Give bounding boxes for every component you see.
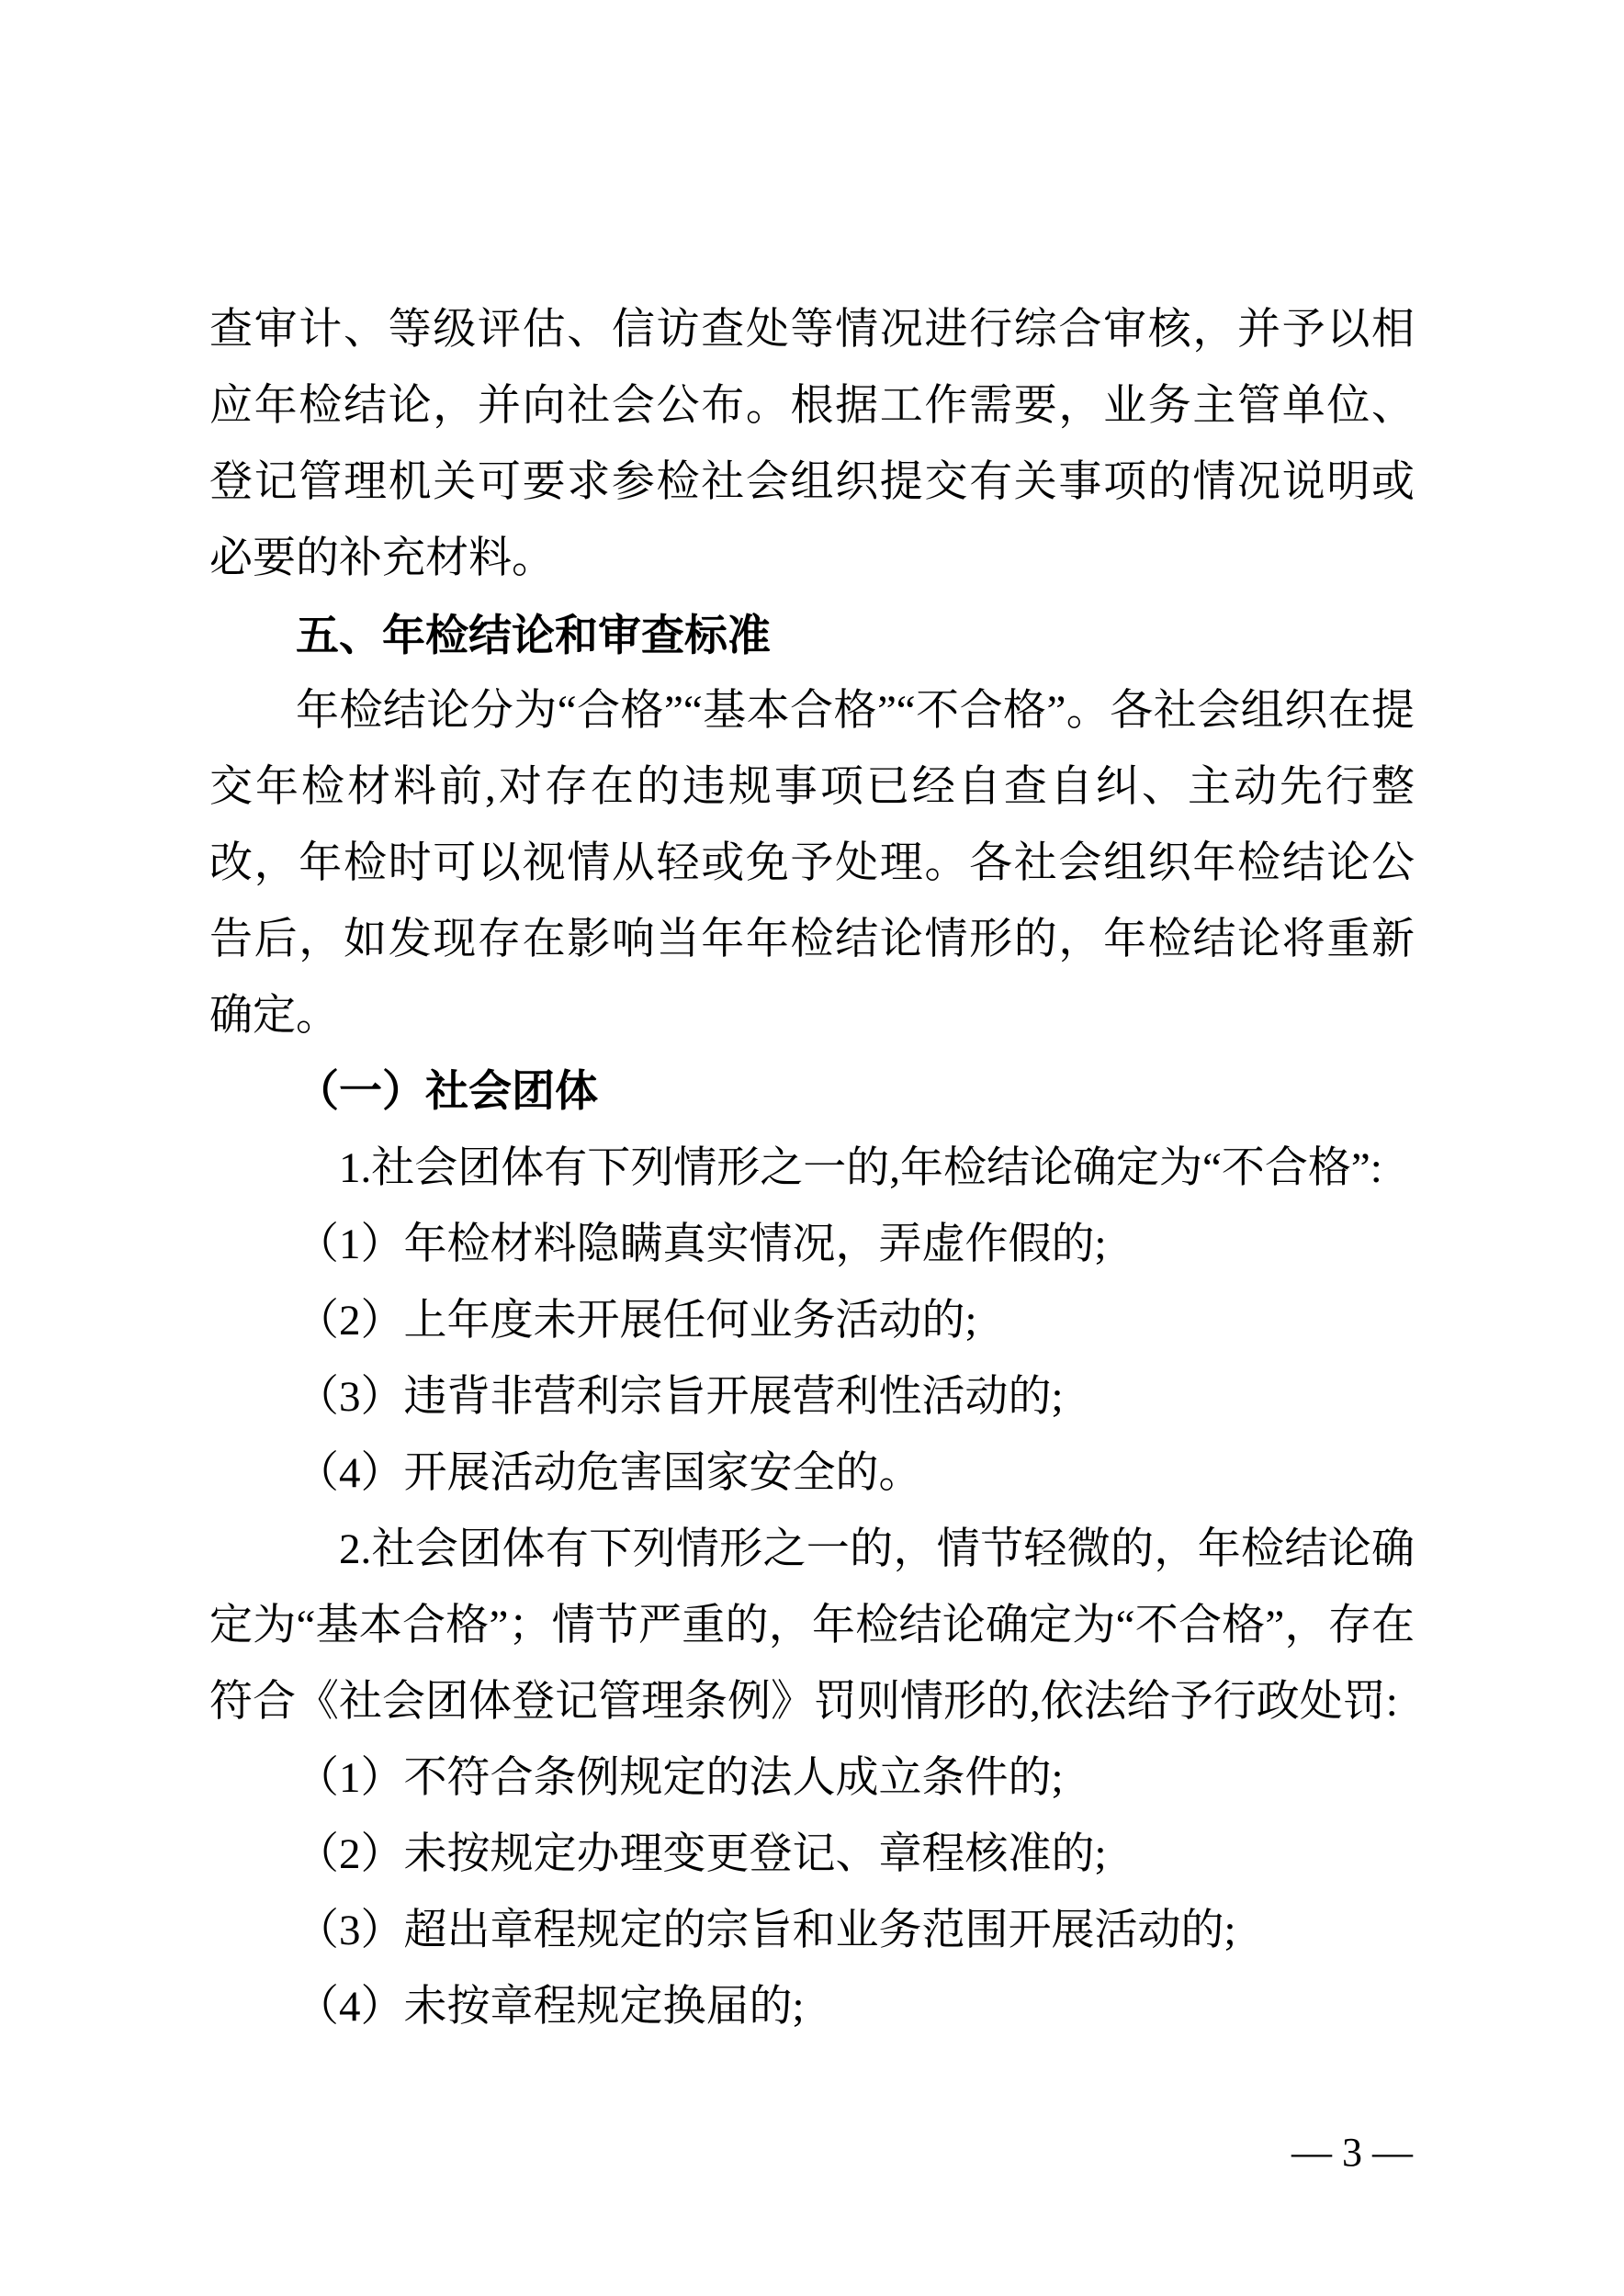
list-item: （1）不符合条例规定的法人成立条件的; [296, 1754, 1064, 1802]
section-heading: 五、年检结论和审查标准 [296, 611, 771, 659]
paragraph: 年检结论分为“合格”“基本合格”“不合格”。各社会组织在提交年检材料前,对存在的违规事项已经自查自纠、主动先行整改，年检时可以视情从轻或免予处理。各社会组织年检结论公告后，如发现存在影响当年年检结论情形的，年检结论将重新确定。 [209, 687, 1415, 1040]
list-item: 1.社会团体有下列情形之一的,年检结论确定为“不合格”: [339, 1144, 1382, 1192]
list-item: （4）开展活动危害国家安全的。 [296, 1449, 922, 1497]
list-item: （1）年检材料隐瞒真实情况，弄虚作假的; [296, 1221, 1107, 1268]
document-body [209, 292, 1415, 2045]
list-item: （3）违背非营利宗旨开展营利性活动的; [296, 1373, 1064, 1421]
list-item: （4）未按章程规定换届的; [296, 1983, 805, 2031]
subsection-heading: （一）社会团体 [296, 1068, 598, 1116]
paragraph-continuation: 查审计、等级评估、信访查处等情况进行综合审核，并予以相应年检结论，并向社会公布。根据工作需要，业务主管单位、登记管理机关可要求参检社会组织提交有关事项的情况说明或必要的补充材料。 [209, 306, 1415, 582]
page-number: — 3 — [1291, 2130, 1413, 2175]
list-item: （3）超出章程规定的宗旨和业务范围开展活动的; [296, 1907, 1236, 1954]
list-item: （2）未按规定办理变更登记、章程核准的; [296, 1830, 1107, 1878]
list-item: （2）上年度未开展任何业务活动的; [296, 1297, 977, 1345]
list-item: 2.社会团体有下列情形之一的，情节轻微的，年检结论确定为“基本合格”；情节严重的，年检结论确定为“不合格”，存在符合《社会团体登记管理条例》罚则情形的,依法给予行政处罚: [209, 1525, 1415, 1726]
